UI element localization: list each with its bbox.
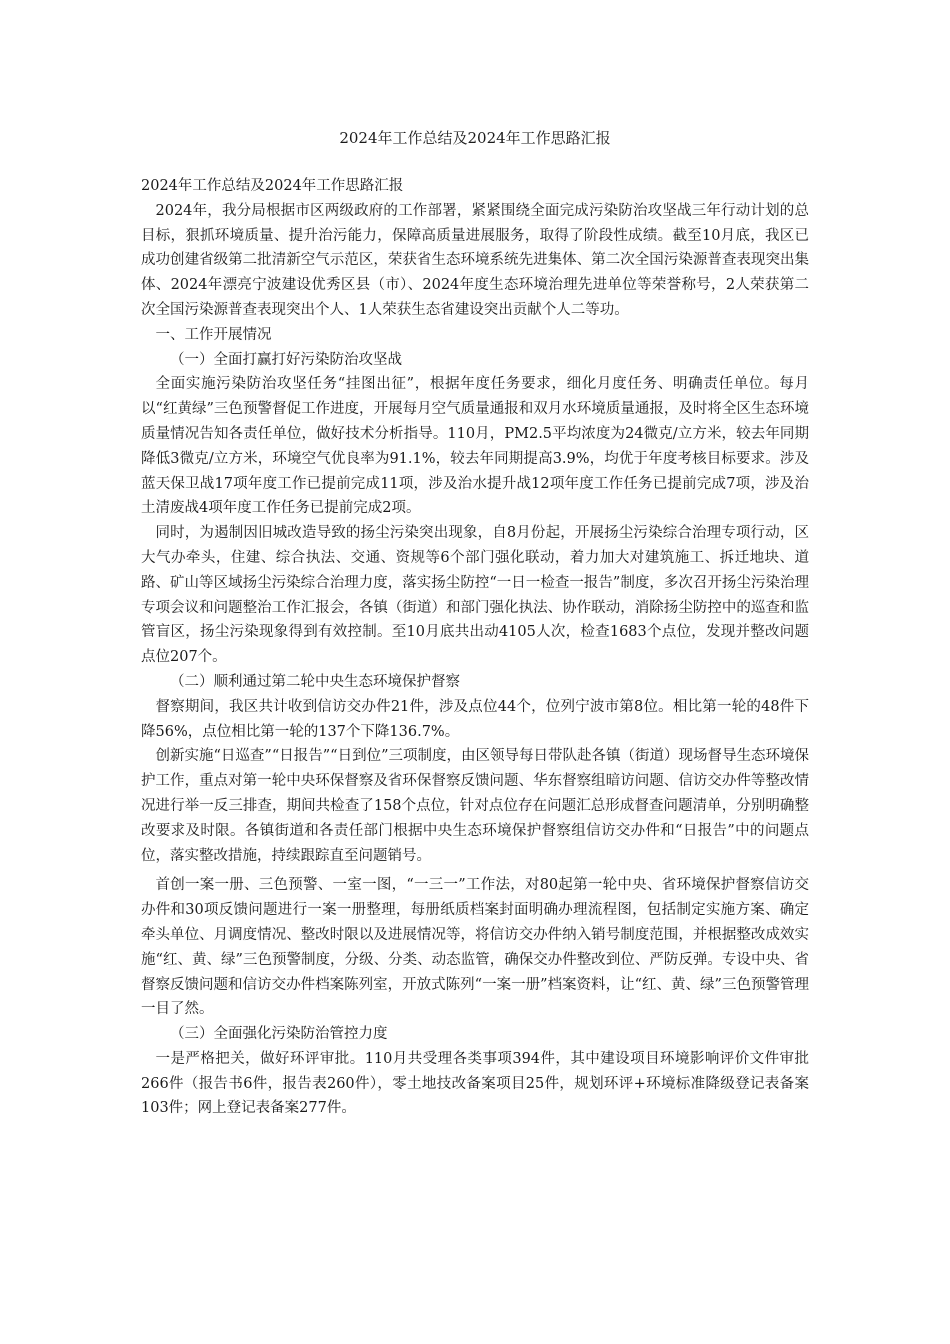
paragraph-pollution-tasks: 全面实施污染防治攻坚任务“挂图出征”，根据年度任务要求，细化月度任务、明确责任单位。每月以“红黄绿”三色预警督促工作进度，开展每月空气质量通报和双月水环境质量通报，及时将全区生态环境质量情况告知各责任单位，做好技术分析指导。110月，PM2.5平均浓度为24微克/立方米，较去年同期降低3微克/立方米，环境空气优良率为91.1%，较去年同期提高3.9%，均优于年度考核目标要求。涉及蓝天保卫战17项年度工作已提前完成11项，涉及治水提升战12项年度工作任务已提前完成7项，涉及治土清废战4项年度工作任务已提前完成2项。 xyxy=(141,376,809,517)
document-body xyxy=(141,174,809,1121)
body-heading: 2024年工作总结及2024年工作思路汇报 xyxy=(141,178,404,194)
subsection-heading-3: （三）全面强化污染防治管控力度 xyxy=(170,1026,388,1043)
paragraph-one-three-one: 首创一案一册、三色预警、一室一图，“一三一”工作法，对80起第一轮中央、省环境保护督察信访交办件和30项反馈问题进行一案一册整理，每册纸质档案封面明确办理流程图，包括制定实施方案、确定牵头单位、月调度情况、整改时限以及进展情况等，将信访交办件纳入销号制度范围，并根据整改成效实施“红、黄、绿”三色预警制度，分级、分类、动态监管，确保交办件整改到位、严防反弹。专设中央、省督察反馈问题和信访交办件档案陈列室，开放式陈列“一案一册”档案资料，让“红、黄、绿”三色预警管理一目了然。 xyxy=(141,877,809,1018)
paragraph-three-systems: 创新实施“日巡查”“日报告”“日到位”三项制度，由区领导每日带队赴各镇（街道）现场督导生态环境保护工作，重点对第一轮中央环保督察及省环保督察反馈问题、华东督察组暗访问题、信访交办件等整改情况进行举一反三排查，期间共检查了158个点位，针对点位存在问题汇总形成督查问题清单，分别明确整改要求及时限。各镇街道和各责任部门根据中央生态环境保护督察组信访交办件和“日报告”中的问题点位，落实整改措施，持续跟踪直至问题销号。 xyxy=(141,748,809,864)
subsection-heading-2: （二）顺利通过第二轮中央生态环境保护督察 xyxy=(170,673,460,690)
paragraph-eia-approval: 一是严格把关，做好环评审批。110月共受理各类事项394件，其中建设项目环境影响评价文件审批266件（报告书6件，报告表260件），零土地技改备案项目25件，规划环评+环境标准降级登记表备案103件；网上登记表备案277件。 xyxy=(141,1050,809,1117)
paragraph-dust-control: 同时，为遏制因旧城改造导致的扬尘污染突出现象，自8月份起，开展扬尘污染综合治理专项行动，区大气办牵头，住建、综合执法、交通、资规等6个部门强化联动，着力加大对建筑施工、拆迁地块、道路、矿山等区域扬尘污染综合治理力度，落实扬尘防控“一日一检查一报告”制度，多次召开扬尘污染治理专项会议和问题整治工作汇报会，各镇（街道）和部门强化执法、协作联动，消除扬尘防控中的巡查和监管盲区，扬尘污染现象得到有效控制。至10月底共出动4105人次，检查1683个点位，发现并整改问题点位207个。 xyxy=(141,525,809,666)
paragraph-inspection-period: 督察期间，我区共计收到信访交办件21件，涉及点位44个，位列宁波市第8位。相比第一轮的48件下降56%，点位相比第一轮的137个下降136.7%。 xyxy=(141,698,809,740)
subsection-heading-1: （一）全面打赢打好污染防治攻坚战 xyxy=(170,351,402,368)
section-heading-1: 一、工作开展情况 xyxy=(155,326,272,343)
document-title: 2024年工作总结及2024年工作思路汇报 xyxy=(339,129,611,147)
intro-paragraph: 2024年，我分局根据市区两级政府的工作部署，紧紧围绕全面完成污染防治攻坚战三年行动计划的总目标，狠抓环境质量、提升治污能力，保障高质量进展服务，取得了阶段性成绩。截至10月底，我区已成功创建省级第二批清新空气示范区，荣获省生态环境系统先进集体、第二次全国污染源普查表现突出集体、2024年漂亮宁波建设优秀区县（市）、2024年度生态环境治理先进单位等荣誉称号，2人荣获第二次全国污染源普查表现突出个人、1人荣获生态省建设突出贡献个人二等功。 xyxy=(141,202,809,318)
